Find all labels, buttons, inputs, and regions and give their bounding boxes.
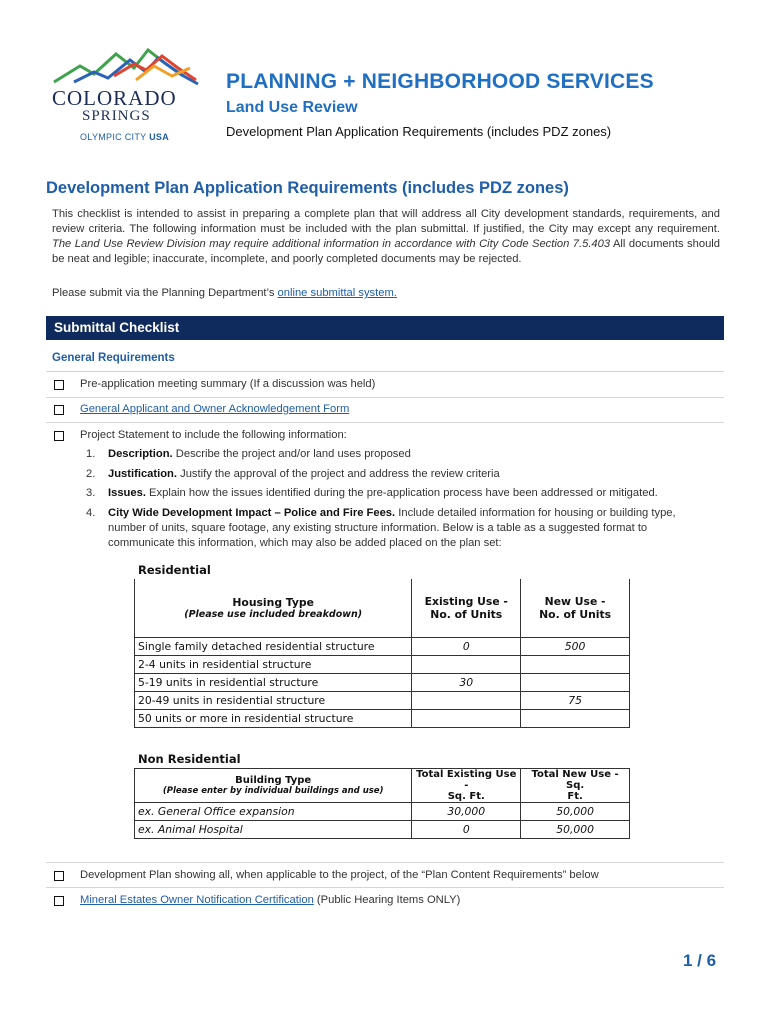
sub-item-bold: City Wide Development Impact – Police and Fire Fees.	[108, 507, 396, 519]
table-row	[135, 821, 630, 839]
sub-item-num: 3.	[86, 487, 96, 499]
checkbox-development-plan[interactable]	[54, 871, 64, 881]
sub-item-num: 1.	[86, 448, 96, 460]
table-row	[135, 656, 630, 674]
header-line: (Please use included breakdown)	[184, 609, 363, 620]
divider	[46, 862, 724, 863]
logo-word-colorado: COLORADO	[52, 86, 177, 110]
divider	[46, 397, 724, 398]
sub-item-text: Describe the project and/or land uses proposed	[172, 448, 411, 460]
cell: 75	[521, 692, 630, 710]
header-line: Total Existing Use -	[416, 769, 517, 791]
divider	[46, 371, 724, 372]
sub-item-bold: Issues.	[108, 487, 146, 499]
sub-item-num: 4.	[86, 507, 96, 519]
sub-item-text: Explain how the issues identified during the pre-application process have been addressed or mitigated.	[145, 487, 658, 499]
header-line: Sq. Ft.	[447, 791, 485, 802]
logo-tagline-b: USA	[149, 132, 169, 142]
header-line: No. of Units	[430, 608, 503, 621]
cell: 50 units or more in residential structure	[135, 710, 412, 728]
cell	[412, 692, 521, 710]
cell	[521, 674, 630, 692]
checkbox-project-statement[interactable]	[54, 431, 64, 441]
header-title: PLANNING + NEIGHBORHOOD SERVICES	[226, 70, 654, 93]
table-header-row	[135, 579, 630, 638]
sub-item-impact	[108, 506, 708, 551]
sub-item-issues	[108, 486, 658, 501]
header-new-use	[521, 579, 630, 638]
header-line: Housing Type	[232, 596, 314, 609]
header-line: Existing Use -	[424, 595, 508, 608]
item-mineral-estates	[80, 894, 460, 906]
intro-end: All documents should be neat and legible; inaccurate, incomplete, and poorly completed documents may be rejected.	[52, 238, 720, 265]
cell: 2-4 units in residential structure	[135, 656, 412, 674]
nonresidential-title: Non Residential	[138, 752, 241, 766]
logo-word-springs: SPRINGS	[82, 108, 151, 124]
cell: 30,000	[412, 803, 521, 821]
checklist-title: Submittal Checklist	[54, 320, 180, 335]
checkbox-mineral-estates[interactable]	[54, 896, 64, 906]
sub-item-bold: Description.	[108, 448, 173, 460]
table-header-row	[135, 769, 630, 803]
item-project-statement: Project Statement to include the following information:	[80, 429, 347, 441]
checkbox-acknowledgement[interactable]	[54, 405, 64, 415]
page-heading: Development Plan Application Requirements (includes PDZ zones)	[46, 179, 569, 197]
table-row	[135, 692, 630, 710]
divider	[46, 887, 724, 888]
sub-item-justification	[108, 467, 500, 482]
cell: 50,000	[521, 821, 630, 839]
cell: 0	[412, 638, 521, 656]
item-preapp: Pre-application meeting summary (If a discussion was held)	[80, 378, 376, 390]
table-row	[135, 638, 630, 656]
header-housing-type	[135, 579, 412, 638]
header-existing-use	[412, 579, 521, 638]
residential-title: Residential	[138, 563, 211, 577]
page-number: 1 / 6	[683, 951, 717, 970]
cell	[412, 710, 521, 728]
mineral-estates-link[interactable]: Mineral Estates Owner Notification Certification	[80, 894, 314, 906]
submit-line	[52, 287, 397, 299]
intro-text: This checklist is intended to assist in preparing a complete plan that will address all City development standards, requirements, and review criteria. The following information must be included with the plan submittal. If justified, the City may except any requirement.	[52, 208, 720, 235]
table-row	[135, 674, 630, 692]
header-line: Ft.	[567, 791, 583, 802]
city-logo	[50, 46, 200, 146]
cell: 30	[412, 674, 521, 692]
mountain-logo-icon	[50, 46, 200, 88]
header-line: Building Type	[235, 775, 312, 786]
cell: 500	[521, 638, 630, 656]
sub-item-text: Justify the approval of the project and address the review criteria	[177, 468, 500, 480]
logo-tagline-a: OLYMPIC CITY	[80, 132, 150, 142]
residential-table	[134, 579, 630, 728]
divider	[46, 422, 724, 423]
header-total-new	[521, 769, 630, 803]
header-line: No. of Units	[539, 608, 612, 621]
item-mineral-estates-rest: (Public Hearing Items ONLY)	[313, 894, 461, 906]
acknowledgement-form-link[interactable]: General Applicant and Owner Acknowledgement Form	[80, 403, 350, 415]
cell: ex. Animal Hospital	[135, 821, 412, 839]
cell: ex. General Office expansion	[135, 803, 412, 821]
nonresidential-table	[134, 768, 630, 839]
header-total-existing	[412, 769, 521, 803]
intro-paragraph	[52, 207, 720, 267]
cell: 20-49 units in residential structure	[135, 692, 412, 710]
table-row	[135, 710, 630, 728]
cell: 5-19 units in residential structure	[135, 674, 412, 692]
logo-tagline	[80, 132, 169, 142]
checklist-bar	[46, 316, 724, 340]
header-subtitle: Land Use Review	[226, 99, 358, 116]
cell: 0	[412, 821, 521, 839]
item-development-plan: Development Plan showing all, when applicable to the project, of the “Plan Content Requirements” below	[80, 869, 599, 881]
sub-item-description	[108, 447, 411, 462]
sub-item-bold: Justification.	[108, 468, 177, 480]
cell	[412, 656, 521, 674]
intro-italic: The Land Use Review Division may require additional information in accordance with City Code Section 7.5.403	[52, 238, 611, 250]
header-line: Total New Use - Sq.	[531, 769, 619, 791]
online-submittal-link[interactable]: online submittal system.	[277, 287, 397, 299]
header-line: (Please enter by individual buildings and use)	[162, 786, 384, 796]
checkbox-preapp[interactable]	[54, 380, 64, 390]
header-doc-title: Development Plan Application Requirements (includes PDZ zones)	[226, 124, 612, 139]
sub-item-text: Include detailed information for housing or building type, number of units, square footage, any existing structure information. Below is a table as a suggested format to communicate this information, which may also be added placed on the plan set:	[108, 507, 676, 549]
header-line: New Use -	[544, 595, 606, 608]
general-requirements-title: General Requirements	[52, 352, 175, 364]
cell	[521, 656, 630, 674]
table-row	[135, 803, 630, 821]
sub-item-num: 2.	[86, 468, 96, 480]
cell: 50,000	[521, 803, 630, 821]
submit-prefix: Please submit via the Planning Department’s	[52, 287, 278, 299]
cell	[521, 710, 630, 728]
cell: Single family detached residential structure	[135, 638, 412, 656]
header-building-type	[135, 769, 412, 803]
